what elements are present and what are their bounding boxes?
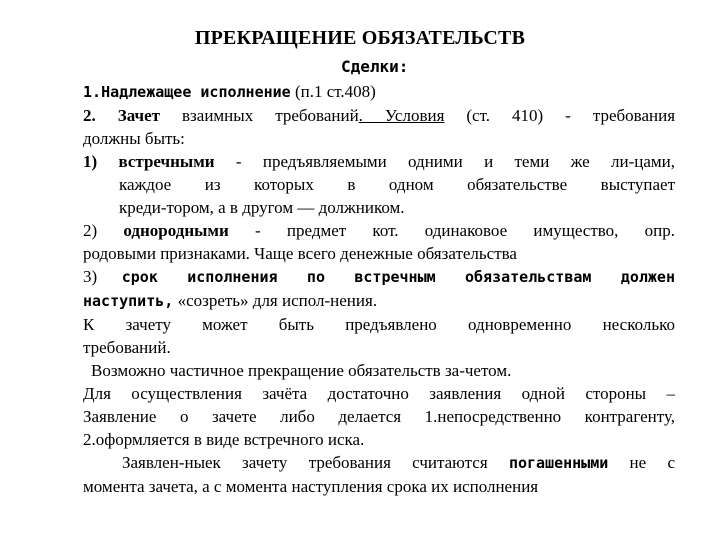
- para-4-text-a: Заявлен-ныек зачету требования считаются: [122, 453, 509, 472]
- cond-3-line-1: [83, 265, 675, 289]
- cond-2-rest: - предмет кот. одинаковое имущество, опр.: [228, 221, 675, 240]
- para-4-line-2: момента зачета, а с момента наступления срока их исполнения: [83, 477, 539, 496]
- para-4-text-c: не с: [608, 453, 675, 472]
- item-1-number: 1.: [83, 83, 102, 101]
- subtitle: Сделки:: [341, 57, 409, 76]
- cond-3-bold-1: срок исполнения по встречным обязательствам должен: [121, 268, 675, 286]
- cond-3-line-2: [83, 289, 675, 313]
- para-2: Возможно частичное прекращение обязательств за-четом.: [91, 361, 512, 380]
- item-2-sep: .: [358, 106, 363, 125]
- cond-1-line-1: [83, 150, 675, 173]
- cond-2-bold: однородными: [123, 221, 229, 240]
- para-4-line-1: [83, 451, 675, 475]
- para-3-line-3: 2.оформляется в виде встречного иска.: [83, 430, 365, 449]
- item-1-bold: Надлежащее исполнение: [101, 83, 291, 101]
- cond-3-number: 3): [83, 267, 122, 286]
- para-1-line-2: требований.: [83, 338, 171, 357]
- cond-2-number: 2): [83, 221, 124, 240]
- cond-2-line-2: родовыми признаками. Чаще всего денежные обязательства: [83, 244, 517, 263]
- item-2-underlined: Условия: [362, 106, 445, 125]
- para-3-line-1: Для осуществления зачёта достаточно заявления одной стороны –: [83, 384, 675, 403]
- item-2-bold: Зачет: [117, 106, 161, 125]
- item-2-number: 2.: [83, 106, 118, 125]
- para-4-bold: погашенными: [508, 454, 609, 472]
- cond-1-number: 1): [83, 152, 98, 171]
- cond-3-bold-2: наступить,: [83, 292, 174, 310]
- para-1-line-1: К зачету может быть предъявлено одновременно несколько: [83, 315, 675, 334]
- cond-3-rest: «созреть» для испол-нения.: [173, 291, 378, 310]
- cond-1-line-3: креди-тором, а в другом — должником.: [119, 198, 405, 217]
- item-2-rest: (ст. 410) - требования: [444, 106, 676, 125]
- cond-1-line-2: каждое из которых в одном обязательстве выступает: [119, 175, 675, 194]
- item-2-line-2: должны быть:: [83, 129, 185, 148]
- page-title: ПРЕКРАЩЕНИЕ ОБЯЗАТЕЛЬСТВ: [194, 27, 526, 49]
- cond-2-line-1: [83, 219, 675, 242]
- para-3-line-2: Заявление о зачете либо делается 1.непосредственно контрагенту,: [83, 407, 675, 426]
- document-body: [83, 80, 675, 498]
- item-2-mid: взаимных требований: [160, 106, 359, 125]
- item-2-line-1: [83, 104, 675, 127]
- item-1: [83, 80, 675, 104]
- item-1-rest: (п.1 ст.408): [290, 82, 376, 101]
- cond-1-rest: - предъявляемыми одними и теми же ли-цами,: [214, 152, 675, 171]
- cond-1-bold: встречными: [97, 152, 215, 171]
